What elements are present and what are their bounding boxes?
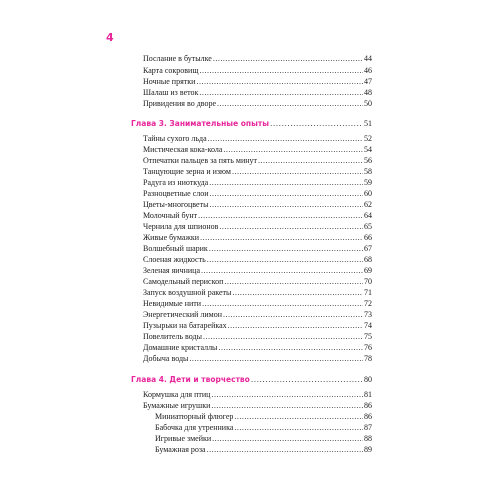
toc-entry-row <box>143 87 372 98</box>
toc-entry-row <box>143 389 372 400</box>
toc-leader-dots <box>258 155 363 166</box>
toc-leader-dots <box>218 342 363 353</box>
toc-page-number: 86 <box>364 412 372 421</box>
toc-entry-title: Разноцветные слои <box>143 189 209 198</box>
toc-entry-row <box>143 199 372 210</box>
toc-entry-row <box>155 411 372 422</box>
toc-entry-title: Молочный бунт <box>143 211 198 220</box>
toc-page-number: 64 <box>364 211 372 220</box>
toc-page-number: 75 <box>364 332 372 341</box>
toc-page-number: 73 <box>364 310 372 319</box>
toc-leader-dots <box>213 53 363 64</box>
toc-entry-title: Бумажная роза <box>155 445 206 454</box>
toc-leader-dots <box>203 331 363 342</box>
toc-leader-dots <box>232 166 363 177</box>
toc-entry-title: Цветы-многоцветы <box>143 200 209 209</box>
toc-page-number: 86 <box>364 401 372 410</box>
toc-leader-dots <box>198 210 363 221</box>
toc-leader-dots <box>199 65 363 76</box>
toc-entry-row <box>143 254 372 265</box>
toc-entry-title: Мистическая кока-кола <box>143 145 223 154</box>
toc-leader-dots <box>211 400 363 411</box>
toc-leader-dots <box>217 98 363 109</box>
toc-page-number: 76 <box>364 343 372 352</box>
toc-entry-title: Невидимые нити <box>143 299 202 308</box>
toc-entry-row <box>143 265 372 276</box>
toc-entry-row <box>143 76 372 87</box>
toc-leader-dots <box>211 389 363 400</box>
toc-leader-dots <box>224 276 363 287</box>
toc-entry-row <box>143 243 372 254</box>
toc-entry-title: Чернила для шпионов <box>143 222 219 231</box>
toc-leader-dots <box>232 287 363 298</box>
toc-entry-row <box>143 144 372 155</box>
toc-entry-title: Живые бумажки <box>143 233 200 242</box>
toc-entry-row <box>143 232 372 243</box>
toc-leader-dots <box>234 422 363 433</box>
toc-leader-dots <box>209 243 363 254</box>
toc-entry-row <box>143 210 372 221</box>
toc-page-number: 54 <box>364 145 372 154</box>
toc-entry-row <box>143 287 372 298</box>
toc-page-number: 62 <box>364 200 372 209</box>
toc-entry-title: Слоеная жидкость <box>143 255 206 264</box>
toc-entry-row <box>155 422 372 433</box>
toc-entry-title: Танцующие зерна и изюм <box>143 167 231 176</box>
toc-leader-dots <box>251 374 363 385</box>
toc-leader-dots <box>219 221 363 232</box>
toc-page-number: 74 <box>364 321 372 330</box>
toc-leader-dots <box>270 118 363 129</box>
toc-leader-dots <box>196 76 363 87</box>
toc-entry-title: Игривые змейки <box>155 434 212 443</box>
toc-page-number: 46 <box>364 66 372 75</box>
toc-entry-row <box>143 298 372 309</box>
toc-entry-title: Добыча воды <box>143 354 189 363</box>
toc-entry-row <box>143 320 372 331</box>
toc-page-number: 69 <box>364 266 372 275</box>
toc-chapter-row <box>131 374 372 385</box>
toc-entry-row <box>143 177 372 188</box>
toc-entry-title: Отпечатки пальцев за пять минут <box>143 156 258 165</box>
toc-entry-title: Глава 3. Занимательные опыты <box>131 119 270 128</box>
toc-page-number: 50 <box>364 99 372 108</box>
toc-leader-dots <box>212 433 363 444</box>
toc-entry-row <box>143 166 372 177</box>
toc-leader-dots <box>207 254 363 265</box>
toc-page-number: 89 <box>364 445 372 454</box>
toc-leader-dots <box>228 320 363 331</box>
toc-page-number: 80 <box>364 375 372 384</box>
toc-entry-title: Энергетический лимон <box>143 310 223 319</box>
toc-entry-title: Самодельный перископ <box>143 277 224 286</box>
toc-page-number: 47 <box>364 77 372 86</box>
toc-page-number: 87 <box>364 423 372 432</box>
toc-leader-dots <box>189 353 363 364</box>
toc-chapter-row <box>131 118 372 129</box>
toc-page-number: 65 <box>364 222 372 231</box>
toc-entry-title: Домашние кристаллы <box>143 343 218 352</box>
toc-leader-dots <box>209 199 363 210</box>
toc-leader-dots <box>200 232 363 243</box>
toc-entry-row <box>143 221 372 232</box>
toc-entry-title: Бумажные игрушки <box>143 401 211 410</box>
toc-entry-title: Пузырьки на батарейках <box>143 321 227 330</box>
toc-page-number: 48 <box>364 88 372 97</box>
toc-page-number: 81 <box>364 390 372 399</box>
toc-entry-row <box>143 188 372 199</box>
toc-page-number: 88 <box>364 434 372 443</box>
toc-entry-row <box>143 155 372 166</box>
toc-entry-title: Повелитель воды <box>143 332 202 341</box>
toc-entry-title: Шалаш из веток <box>143 88 199 97</box>
toc-leader-dots <box>223 144 363 155</box>
toc-leader-dots <box>208 133 363 144</box>
toc-page-number: 59 <box>364 178 372 187</box>
toc-leader-dots <box>207 444 363 455</box>
toc-leader-dots <box>202 298 363 309</box>
toc-page-number: 44 <box>364 54 372 63</box>
toc-entry-row <box>155 433 372 444</box>
toc-entry-title: Глава 4. Дети и творчество <box>131 375 250 384</box>
toc-entry-title: Ночные прятки <box>143 77 196 86</box>
toc-leader-dots <box>210 188 363 199</box>
toc-leader-dots <box>209 177 363 188</box>
toc-entry-title: Послание в бутылке <box>143 54 212 63</box>
toc-page-number: 52 <box>364 134 372 143</box>
toc-entry-row <box>143 342 372 353</box>
toc-entry-title: Бабочка для утренника <box>155 423 234 432</box>
toc-entry-title: Зеленая яичница <box>143 266 200 275</box>
toc-page-number: 68 <box>364 255 372 264</box>
toc-page-number: 66 <box>364 233 372 242</box>
toc-entry-row <box>143 133 372 144</box>
toc-entry-row <box>143 53 372 64</box>
toc-leader-dots <box>201 265 363 276</box>
toc-leader-dots <box>223 309 363 320</box>
toc-entry-title: Волшебный шарик <box>143 244 208 253</box>
toc-page-number: 78 <box>364 354 372 363</box>
toc-page-number: 58 <box>364 167 372 176</box>
toc-entry-row <box>155 444 372 455</box>
toc-entry-title: Карта сокровищ <box>143 66 199 75</box>
toc-entry-title: Кормушка для птиц <box>143 390 211 399</box>
toc-entry-title: Тайны сухого льда <box>143 134 207 143</box>
toc-entry-row <box>143 98 372 109</box>
toc-page-number: 72 <box>364 299 372 308</box>
toc-page-number: 71 <box>364 288 372 297</box>
toc-page-number: 70 <box>364 277 372 286</box>
toc-entry-row <box>143 309 372 320</box>
toc-page-number: 67 <box>364 244 372 253</box>
toc-entry-title: Привидения во дворе <box>143 99 217 108</box>
page-number: 4 <box>106 31 114 44</box>
toc-page-number: 60 <box>364 189 372 198</box>
toc-entry-row <box>143 331 372 342</box>
toc-leader-dots <box>199 87 363 98</box>
toc-entry-row <box>143 65 372 76</box>
toc-entry-title: Миниатюрный флюгер <box>155 412 234 421</box>
toc-entry-title: Радуга из ниоткуда <box>143 178 209 187</box>
toc-entry-title: Запуск воздушной ракеты <box>143 288 232 297</box>
toc-page-number: 51 <box>364 119 372 128</box>
toc-entry-row <box>143 353 372 364</box>
toc-entry-row <box>143 400 372 411</box>
toc-page-number: 56 <box>364 156 372 165</box>
toc-entry-row <box>143 276 372 287</box>
toc-leader-dots <box>234 411 363 422</box>
